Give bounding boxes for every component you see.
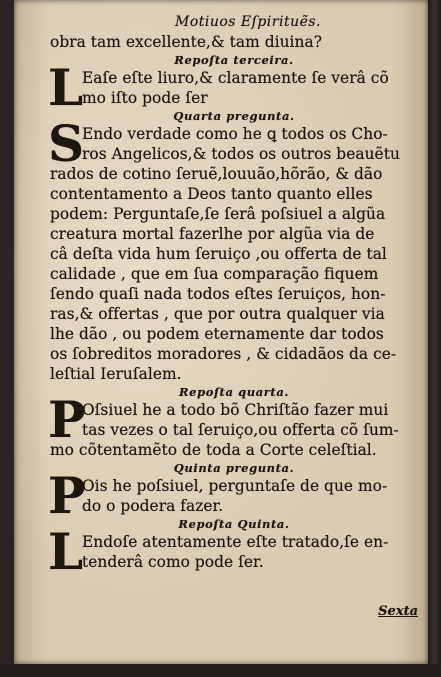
section-heading-reposta-terceira: Repoſta terceira. bbox=[174, 53, 294, 67]
text-line: câ deſta vida hum ſeruiço ,ou offerta de tal bbox=[50, 245, 387, 263]
section-heading-quinta-pregunta: Quinta pregunta. bbox=[173, 461, 295, 475]
book-page bbox=[14, 0, 428, 664]
text-line: Endoſe atentamente eſte tratado,ſe en- bbox=[82, 533, 389, 551]
text-line: Ois he poſsiuel, perguntaſe de que mo- bbox=[82, 477, 388, 495]
scan-background bbox=[0, 664, 441, 677]
text-line: rados de cotino ſeruẽ,louuão,hõrão, & dão bbox=[50, 165, 383, 183]
drop-cap: P bbox=[48, 466, 86, 525]
text-line: ſendo quaſi nada todos eſtes ſeruiços, hon- bbox=[50, 285, 386, 303]
text-line: ros Angelicos,& todos os outros beauẽtu bbox=[82, 145, 400, 163]
text-line: tas vezes o tal ſeruiço,ou offerta cõ ſum- bbox=[82, 421, 399, 439]
drop-cap: S bbox=[48, 114, 85, 173]
section-heading-reposta-quinta: Repoſta Quinta. bbox=[178, 517, 290, 531]
text-line: podem: Perguntaſe,ſe ſerâ poſsiuel a algũa bbox=[50, 205, 386, 223]
text-line: do o podera fazer. bbox=[82, 497, 224, 515]
text-line: contentamento a Deos tanto quanto elles bbox=[50, 185, 373, 203]
text-line: lhe dão , ou podem eternamente dar todos bbox=[50, 325, 384, 343]
drop-cap: P bbox=[48, 390, 86, 449]
text-line: calidade , que em ſua comparação fiquem bbox=[50, 265, 379, 283]
drop-cap: L bbox=[48, 58, 84, 117]
text-line: creatura mortal fazerlhe por algũa via de bbox=[50, 225, 375, 243]
text-line: Endo verdade como he ꝗ todos os Cho- bbox=[82, 125, 388, 143]
text-line: mo cõtentamẽto de toda a Corte celeſtial. bbox=[50, 441, 377, 459]
text-line: os ſobreditos moradores , & cidadãos da ce- bbox=[50, 345, 397, 363]
text-line: obra tam excellente,& tam diuina? bbox=[50, 33, 322, 51]
text-line: mo iſto pode ſer bbox=[82, 89, 208, 107]
drop-cap: L bbox=[48, 522, 84, 581]
text-line: ras,& offertas , que por outra qualquer via bbox=[50, 305, 385, 323]
section-heading-reposta-quarta: Repoſta quarta. bbox=[179, 385, 289, 399]
text-line: tenderâ como pode ſer. bbox=[82, 553, 264, 571]
adjacent-page-edge bbox=[428, 0, 441, 677]
text-line: Eaſe eſte liuro,& claramente ſe verâ cõ bbox=[82, 69, 389, 87]
section-heading-quarta-pregunta: Quarta pregunta. bbox=[173, 109, 295, 123]
text-line: Oſsiuel he a todo bõ Chriſtão fazer mui bbox=[82, 401, 389, 419]
text-line: leſtial Ieruſalem. bbox=[50, 365, 182, 383]
text-block bbox=[48, 12, 418, 619]
running-head: Motiuos Eſpirituẽs. bbox=[174, 14, 322, 30]
catchword: Sexta bbox=[378, 604, 418, 619]
